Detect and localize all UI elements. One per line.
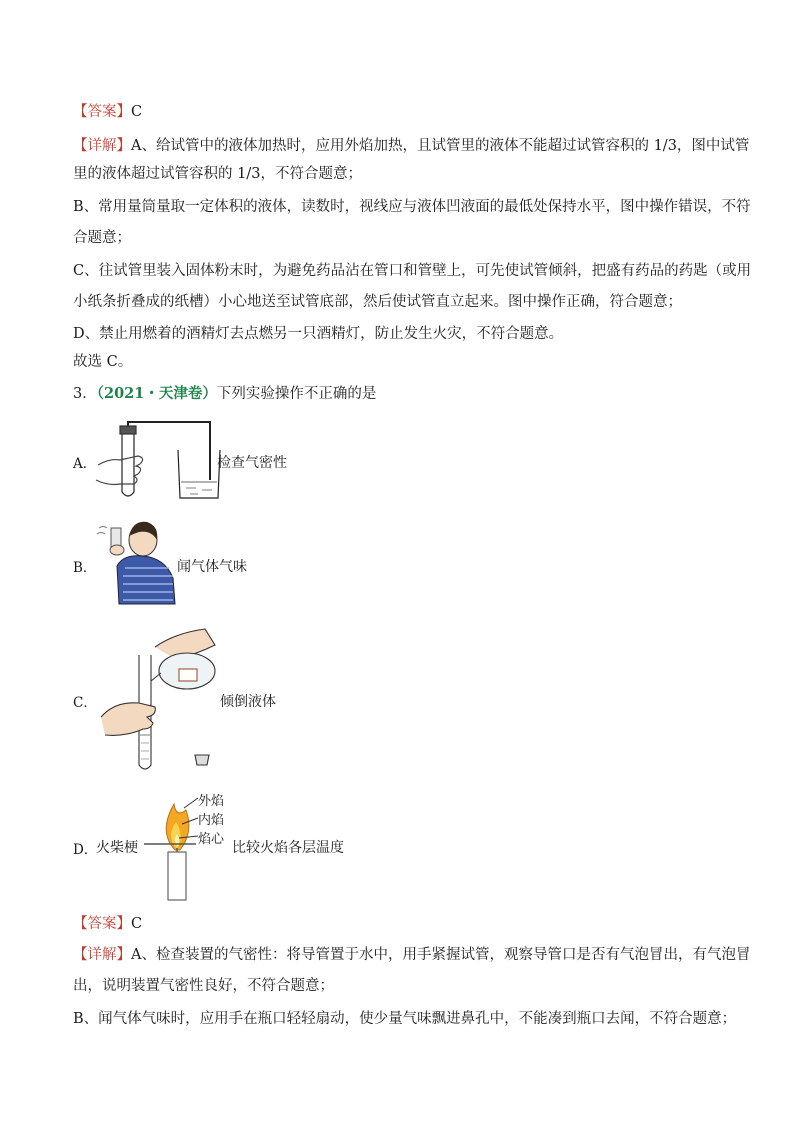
detail-line: 合题意； [73,230,131,246]
option-a-figure [90,420,220,505]
detail-line: 小纸条折叠成的纸槽）小心地送至试管底部，然后使试管直立起来。图中操作正确，符合题意； [73,294,682,310]
option-c-figure [95,625,230,775]
flame-label-inner: 内焰 [198,813,225,828]
answer-label: 【答案】 [73,104,131,120]
option-d-prefix: 火柴梗 [96,840,138,856]
question-source: （2021・天津卷） [96,385,217,402]
detail-line: 里的液体超过试管容积的 1/3，不符合题意； [73,166,362,182]
detail-line: B、闻气体气味时，应用手在瓶口轻轻扇动，使少量气味飘进鼻孔中，不能凑到瓶口去闻，不符合题意； [73,1011,737,1027]
detail-line: B、常用量筒量取一定体积的液体，读数时，视线应与液体凹液面的最低处保持水平，图中操作错误，不符 [73,199,751,215]
answer-value: C [131,104,143,120]
option-c-caption: 倾倒液体 [220,694,276,710]
detail-line: D、禁止用燃着的酒精灯去点燃另一只酒精灯，防止发生火灾，不符合题意。 [73,326,564,342]
option-a-letter: A． [73,456,97,472]
answer-value: C [131,916,143,932]
answer-line-1 [73,102,733,122]
detail-label: 【详解】 [73,947,131,963]
detail-line [73,136,750,156]
question-text: 下列实验操作不正确的是 [216,386,377,402]
answer-label: 【答案】 [73,916,131,932]
detail-text: A、检查装置的气密性：将导管置于水中，用手紧握试管，观察导管口是否有气泡冒出，有气泡冒 [131,947,751,963]
detail-line [73,945,751,965]
detail-label: 【详解】 [73,138,131,154]
question-number: 3． [73,386,97,402]
detail-text: A、给试管中的液体加热时，应用外焰加热，且试管里的液体不能超过试管容积的 1/3，图中试管 [131,138,750,154]
flame-label-outer: 外焰 [198,794,225,809]
option-c-letter: C． [73,695,97,711]
detail-line: C、往试管里装入固体粉末时，为避免药品沾在管口和管壁上，可先使试管倾斜，把盛有药品的药匙（或用 [73,263,752,279]
answer-line-2 [73,914,733,934]
detail-line: 出，说明装置气密性良好，不符合题意； [73,978,334,994]
option-a-caption: 检查气密性 [217,455,287,471]
option-d-letter: D． [73,842,98,858]
option-b-figure [95,518,185,608]
question-stem [73,384,733,404]
flame-label-core: 焰心 [198,832,225,847]
option-b-caption: 闻气体气味 [177,559,247,575]
detail-line: 故选 C。 [73,354,133,370]
option-b-letter: B． [73,560,97,576]
option-d-caption: 比较火焰各层温度 [232,840,344,856]
